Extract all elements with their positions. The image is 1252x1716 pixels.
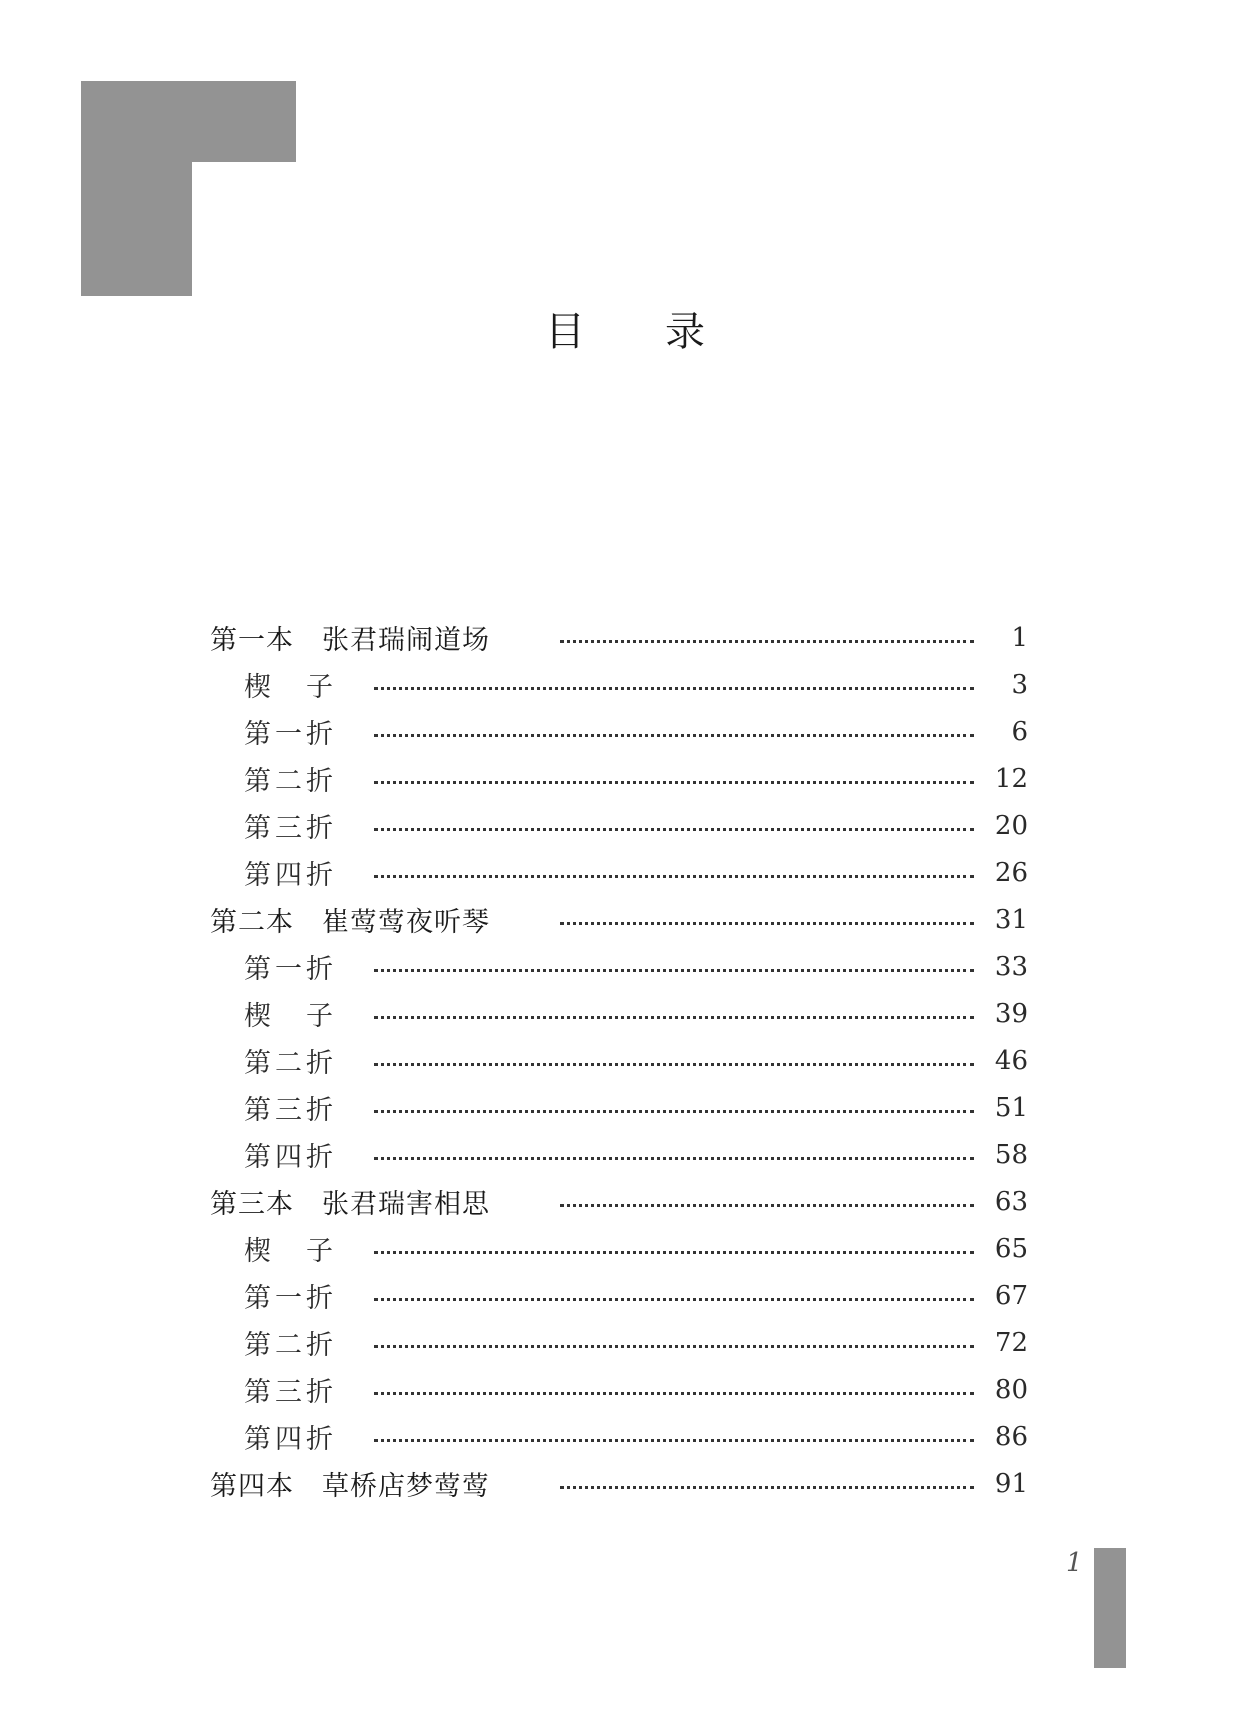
toc-entry-page: 46: [994, 1045, 1028, 1076]
toc-dot-leader: [374, 1016, 974, 1019]
page-number: 1: [1066, 1548, 1083, 1578]
toc-part-row[interactable]: [210, 896, 1028, 943]
toc-dot-leader: [560, 1204, 974, 1207]
edge-tab-decoration: [1094, 1548, 1126, 1668]
toc-section-row[interactable]: [210, 943, 1028, 990]
page-title-char-2: 录: [665, 309, 707, 355]
toc-dot-leader: [374, 687, 974, 690]
toc-entry-label: 第四折: [244, 860, 337, 891]
toc-dot-leader: [374, 781, 974, 784]
toc-dot-leader: [374, 1110, 974, 1113]
table-of-contents: [210, 614, 1028, 1507]
toc-entry-page: 80: [994, 1374, 1028, 1405]
toc-entry-label: 第四折: [244, 1142, 337, 1173]
toc-entry-label: 楔 子: [244, 672, 337, 703]
toc-dot-leader: [374, 1157, 974, 1160]
toc-entry-page: 26: [994, 857, 1028, 888]
toc-entry-label: 第三折: [244, 1095, 337, 1126]
toc-part-row[interactable]: [210, 1460, 1028, 1507]
toc-section-row[interactable]: [210, 708, 1028, 755]
toc-dot-leader: [374, 1345, 974, 1348]
toc-entry-page: 20: [994, 810, 1028, 841]
toc-dot-leader: [374, 875, 974, 878]
toc-entry-page: 31: [994, 904, 1028, 935]
toc-entry-label: 第三折: [244, 813, 337, 844]
toc-entry-label: 第四折: [244, 1424, 337, 1455]
toc-entry-page: 6: [1011, 716, 1028, 747]
toc-entry-label: 第三本 张君瑞害相思: [210, 1189, 490, 1220]
toc-entry-page: 3: [1011, 669, 1028, 700]
toc-entry-page: 1: [1011, 622, 1028, 653]
page-title: [0, 300, 1252, 357]
toc-entry-page: 33: [994, 951, 1028, 982]
page-title-char-1: 目: [545, 309, 587, 355]
toc-section-row[interactable]: [210, 1225, 1028, 1272]
toc-section-row[interactable]: [210, 1084, 1028, 1131]
toc-entry-label: 第一折: [244, 1283, 337, 1314]
toc-dot-leader: [560, 1486, 974, 1489]
toc-entry-label: 第二折: [244, 1048, 337, 1079]
toc-dot-leader: [374, 1251, 974, 1254]
toc-section-row[interactable]: [210, 1413, 1028, 1460]
toc-section-row[interactable]: [210, 802, 1028, 849]
toc-entry-label: 第一折: [244, 954, 337, 985]
toc-entry-page: 12: [994, 763, 1028, 794]
toc-section-row[interactable]: [210, 990, 1028, 1037]
toc-entry-page: 72: [994, 1327, 1028, 1358]
toc-dot-leader: [374, 1298, 974, 1301]
toc-section-row[interactable]: [210, 1131, 1028, 1178]
toc-entry-label: 楔 子: [244, 1001, 337, 1032]
toc-entry-label: 第一本 张君瑞闹道场: [210, 625, 490, 656]
toc-dot-leader: [374, 828, 974, 831]
toc-section-row[interactable]: [210, 1319, 1028, 1366]
toc-section-row[interactable]: [210, 1272, 1028, 1319]
toc-entry-label: 第二本 崔莺莺夜听琴: [210, 907, 490, 938]
toc-section-row[interactable]: [210, 755, 1028, 802]
toc-entry-page: 86: [994, 1421, 1028, 1452]
toc-entry-page: 39: [994, 998, 1028, 1029]
toc-section-row[interactable]: [210, 849, 1028, 896]
toc-entry-label: 第二折: [244, 766, 337, 797]
toc-entry-page: 58: [994, 1139, 1028, 1170]
toc-dot-leader: [560, 922, 974, 925]
toc-dot-leader: [374, 969, 974, 972]
toc-section-row[interactable]: [210, 661, 1028, 708]
toc-entry-label: 第四本 草桥店梦莺莺: [210, 1471, 490, 1502]
toc-part-row[interactable]: [210, 614, 1028, 661]
toc-section-row[interactable]: [210, 1037, 1028, 1084]
toc-entry-page: 67: [994, 1280, 1028, 1311]
toc-entry-page: 51: [994, 1092, 1028, 1123]
toc-dot-leader: [374, 1439, 974, 1442]
toc-entry-label: 第三折: [244, 1377, 337, 1408]
toc-entry-page: 91: [994, 1468, 1028, 1499]
toc-entry-label: 第一折: [244, 719, 337, 750]
toc-entry-page: 65: [994, 1233, 1028, 1264]
toc-section-row[interactable]: [210, 1366, 1028, 1413]
toc-entry-label: 楔 子: [244, 1236, 337, 1267]
toc-dot-leader: [374, 734, 974, 737]
corner-decoration-horizontal: [81, 81, 296, 162]
toc-dot-leader: [374, 1392, 974, 1395]
toc-entry-label: 第二折: [244, 1330, 337, 1361]
toc-part-row[interactable]: [210, 1178, 1028, 1225]
toc-dot-leader: [374, 1063, 974, 1066]
toc-entry-page: 63: [994, 1186, 1028, 1217]
toc-dot-leader: [560, 640, 974, 643]
